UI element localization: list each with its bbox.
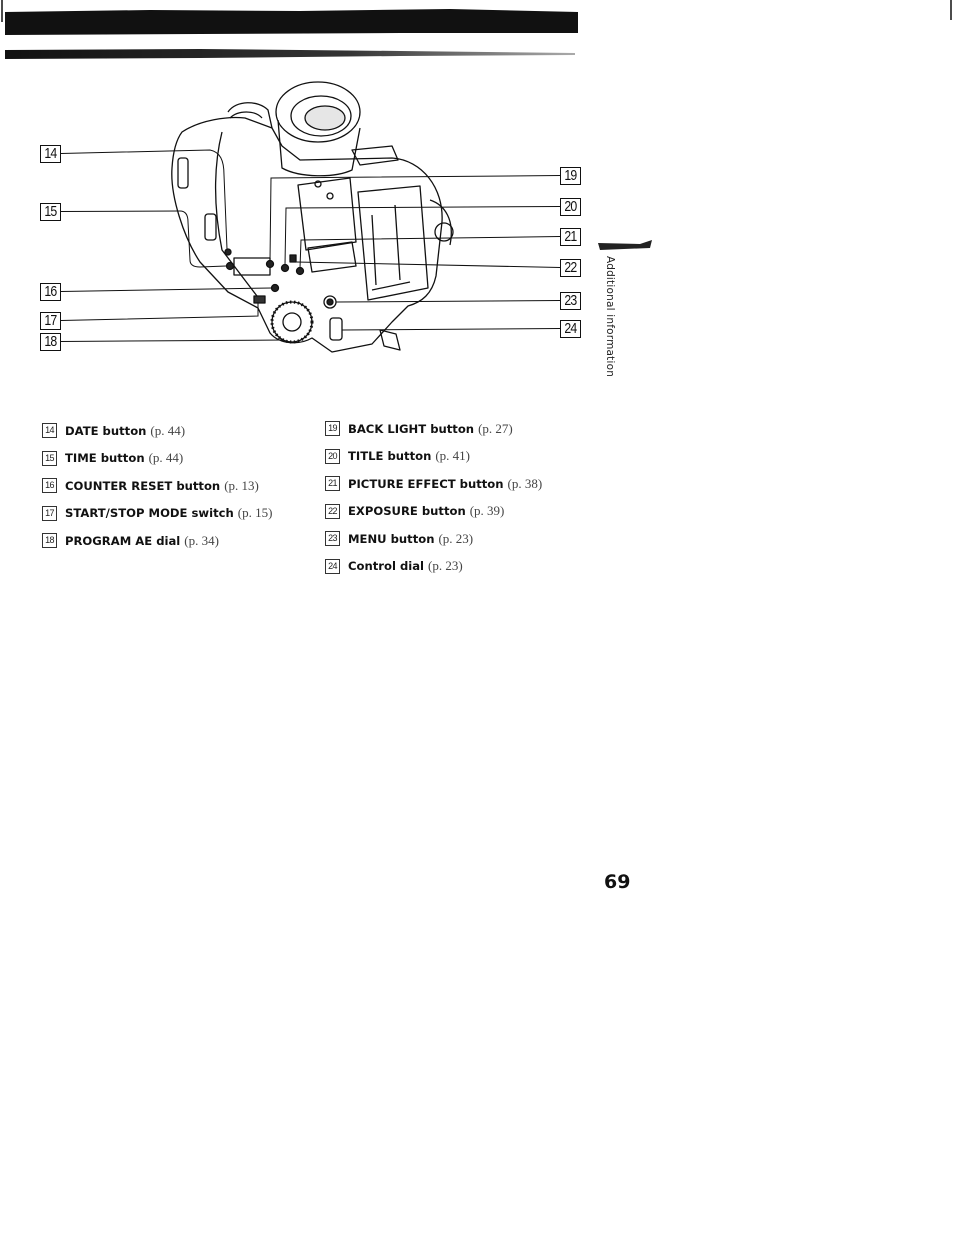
callout-14 [40, 145, 61, 163]
callout-number: 17 [44, 312, 57, 329]
exposure-button-shape [290, 255, 296, 262]
camcorder-illustration [172, 82, 453, 352]
header-bar [5, 9, 578, 35]
leader-line-17 [61, 303, 258, 321]
item-label: DATE button [65, 423, 147, 438]
menu-button-center [327, 299, 333, 305]
callout-24 [560, 320, 581, 338]
item-page-ref: (p. 15) [237, 505, 273, 521]
leader-line-18 [61, 340, 283, 342]
item-number: 21 [325, 476, 340, 491]
item-label: TITLE button [348, 449, 432, 464]
leader-line-22 [296, 262, 560, 268]
time-button-shape [227, 263, 234, 270]
item-label: PICTURE EFFECT button [348, 476, 504, 491]
item-page-ref: (p. 23) [428, 558, 463, 574]
leader-line-15 [61, 211, 226, 267]
picture-effect-button-shape [297, 268, 304, 275]
callout-number: 23 [564, 292, 577, 309]
item-label: PROGRAM AE dial [65, 533, 181, 548]
list-item [325, 553, 542, 581]
item-page-ref: (p. 39) [469, 503, 505, 519]
grip-strap [178, 158, 188, 188]
back-light-button-shape [267, 261, 274, 268]
callout-15 [40, 203, 61, 221]
item-number: 22 [325, 504, 340, 519]
carry-handle [228, 103, 272, 128]
side-button-panel [205, 214, 216, 240]
callout-16 [40, 283, 61, 301]
rear-panel-window [308, 242, 356, 272]
start-stop-mode-switch-shape [254, 296, 265, 303]
callout-19 [560, 167, 581, 185]
callout-23 [560, 292, 581, 310]
item-label: EXPOSURE button [348, 504, 466, 519]
item-page-ref: (p. 27) [478, 420, 513, 436]
item-number: 15 [42, 451, 57, 466]
item-number: 16 [42, 478, 57, 493]
title-button-shape [282, 265, 289, 272]
list-item [42, 500, 272, 528]
list-item [42, 472, 272, 500]
item-page-ref: (p. 13) [224, 477, 259, 493]
callout-number: 19 [564, 167, 577, 184]
item-label: START/STOP MODE switch [65, 506, 234, 521]
item-label: TIME button [65, 451, 145, 466]
item-number: 17 [42, 506, 57, 521]
callout-number: 18 [44, 333, 57, 350]
item-page-ref: (p. 44) [148, 450, 184, 466]
callout-20 [560, 198, 581, 216]
leader-line-14 [61, 150, 227, 249]
callout-17 [40, 312, 61, 330]
list-item [325, 498, 542, 526]
leader-line-24 [342, 329, 560, 331]
list-item [42, 445, 272, 473]
section-side-tab: Additional information [604, 256, 616, 378]
leader-line-23 [336, 301, 560, 303]
program-ae-dial-center [283, 313, 301, 331]
item-number: 14 [42, 423, 57, 438]
battery-compartment [358, 186, 428, 300]
panel-marker-b [327, 193, 333, 199]
accessory-shoe [352, 146, 398, 165]
item-label: Control dial [348, 559, 425, 574]
item-number: 19 [325, 421, 340, 436]
list-item [325, 470, 542, 498]
callout-22 [560, 259, 581, 277]
side-tab-marker [598, 240, 652, 250]
callout-21 [560, 228, 581, 246]
item-number: 23 [325, 531, 340, 546]
item-label: MENU button [348, 531, 435, 546]
callout-number: 14 [44, 145, 57, 162]
counter-reset-button-shape [272, 285, 279, 292]
item-label: BACK LIGHT button [348, 421, 475, 436]
list-item [325, 525, 542, 553]
item-page-ref: (p. 44) [150, 422, 186, 438]
control-dial-shape [330, 318, 342, 340]
callout-18 [40, 333, 61, 351]
callout-number: 24 [564, 320, 577, 337]
date-button-shape [225, 249, 231, 255]
item-label: COUNTER RESET button [65, 478, 221, 493]
list-item [42, 527, 272, 555]
battery-detail [372, 205, 410, 290]
callout-number: 15 [44, 203, 57, 220]
item-number: 24 [325, 559, 340, 574]
parts-list-right [325, 415, 542, 580]
parts-list-left [42, 417, 272, 555]
list-item [325, 415, 542, 443]
leader-line-16 [61, 288, 272, 292]
item-page-ref: (p. 41) [435, 448, 471, 464]
list-item [42, 417, 272, 445]
list-item [325, 443, 542, 471]
item-page-ref: (p. 38) [507, 475, 543, 491]
item-number: 18 [42, 533, 57, 548]
header-streak [5, 49, 575, 59]
callout-number: 21 [564, 228, 577, 245]
item-number: 20 [325, 449, 340, 464]
page-number: 69 [604, 871, 631, 893]
callout-number: 16 [44, 283, 57, 300]
callout-number: 22 [564, 259, 577, 276]
item-page-ref: (p. 23) [438, 530, 474, 546]
viewfinder-lens [305, 106, 345, 130]
callout-number: 20 [564, 198, 577, 215]
leader-lines [61, 150, 560, 342]
item-page-ref: (p. 34) [184, 532, 219, 548]
control-dial-tab [380, 330, 400, 350]
